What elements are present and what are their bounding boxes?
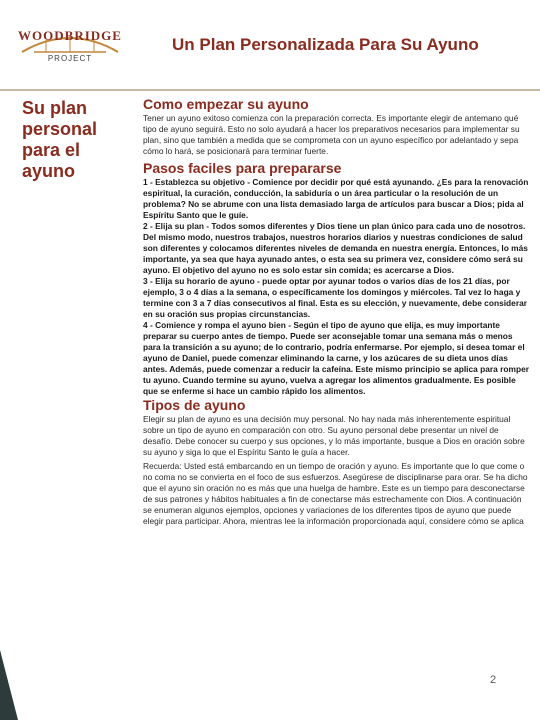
section-text-start: Tener un ayuno exitoso comienza con la preparación correcta. Es importante elegir de antemano qué tipo de ayuno seguirá. Esto no solo ayudará a hacer los preparativos necesarios para implementar su plan, sino que también a medida que se comprometa con un ayuno específico por adelantado y sepa cómo lo hará, se posicionará para terminar fuerte. [143,113,520,156]
document-title: Un Plan Personalizada Para Su Ayuno [172,35,479,54]
step-3: 3 - Elija su horario de ayuno - puede optar por ayunar todos o varios días de los 21 días, por ejemplo, 3 o 4 días a la semana, o específicamente los domingos y miércoles. Tal vez lo haga y termine con 3 a 7 días consecutivos al final. Esta es su elección, y nuevamente, debe considerar en su oración sus propias circunstancias. [143,276,528,319]
step-4: 4 - Comience y rompa el ayuno bien - Según el tipo de ayuno que elija, es muy importante preparar su cuerpo antes de tiempo. Puede ser aconsejable tomar una semana más o menos para la transición a su ayuno; de lo contrario, podría enfermarse. Por ejemplo, si desea tomar el ayuno de Daniel, puede comenzar eliminando la carne, y los azúcares de su dieta unos días antes. Además, puede comenzar a reducir la cafeína. Este mismo principio se aplica para romper tu ayuno. Cuando termine su ayuno, vuelva a agregar los alimentos gradualmente. Es posible que se enferme si hace un cambio rápido los alimentos. [143,320,530,396]
step-2: 2 - Elija su plan - Todos somos diferentes y Dios tiene un plan único para cada uno de nosotros. Del mismo modo, nuestros trabajos, nuestros horarios diarios y nuestras condiciones de salud son diferentes y colocamos diferentes niveles de demanda en nuestra energía. Entonces, lo más importante, ya sea que haya ayunado antes, o esta sea su primera vez, considere cómo será su ayuno. El objetivo del ayuno no es solo estar sin comida; es acercarse a Dios. [143,221,528,275]
woodbridge-logo [14,22,126,72]
section-heading-start: Como empezar su ayuno [143,96,309,112]
page-number: 2 [490,674,497,686]
section-text-types-2: Recuerda: Usted está embarcando en un tiempo de oración y ayuno. Es importante que lo que come o no coma no se convierta en el foco de sus esfuerzos. Asegúrese de disciplinarse para orar. Se ha dicho que el ayuno sin oración no es más que una huelga de hambre. Este es un tiempo para desconectarse de sus patrones y hábitos habituales a fin de conectarse más estrechamente con Dios. A continuación se enumeran algunos ejemplos, opciones y variaciones de los diferentes tipos de ayuno que puede elegir para participar. Ahora, mientras lee la información proporcionada aquí, considere cómo se aplica [143,461,528,526]
step-1: 1 - Establezca su objetivo - Comience por decidir por qué está ayunando. ¿Es para la renovación espiritual, la curación, conducción, la sabiduría o un área particular o la resolución de un problema? No se abrume con una lista demasiado larga de artículos para buscar a Dios; pida al Espíritu Santo que le guíe. [143,177,529,220]
logo-name: WOODBRIDGE [18,28,122,43]
section-text-types-1: Elegir su plan de ayuno es una decisión muy personal. No hay nada más inherentemente espiritual sobre un tipo de ayuno en comparación con otro. Su ayuno personal debe presentar un nivel de desafío. Debe conocer su cuerpo y sus opciones, y lo más importante, busque a Dios en oración sobre su ayuno y siga lo que el Espíritu Santo le guía a hacer. [143,414,525,457]
header-divider [0,89,540,91]
sidebar-title: Su plan personal para el ayuno [22,98,98,181]
section-heading-types: Tipos de ayuno [143,397,246,413]
logo-subtitle: PROJECT [47,54,93,63]
section-heading-steps: Pasos faciles para prepararse [143,160,342,176]
corner-decoration [0,650,18,720]
main-content [143,96,529,530]
